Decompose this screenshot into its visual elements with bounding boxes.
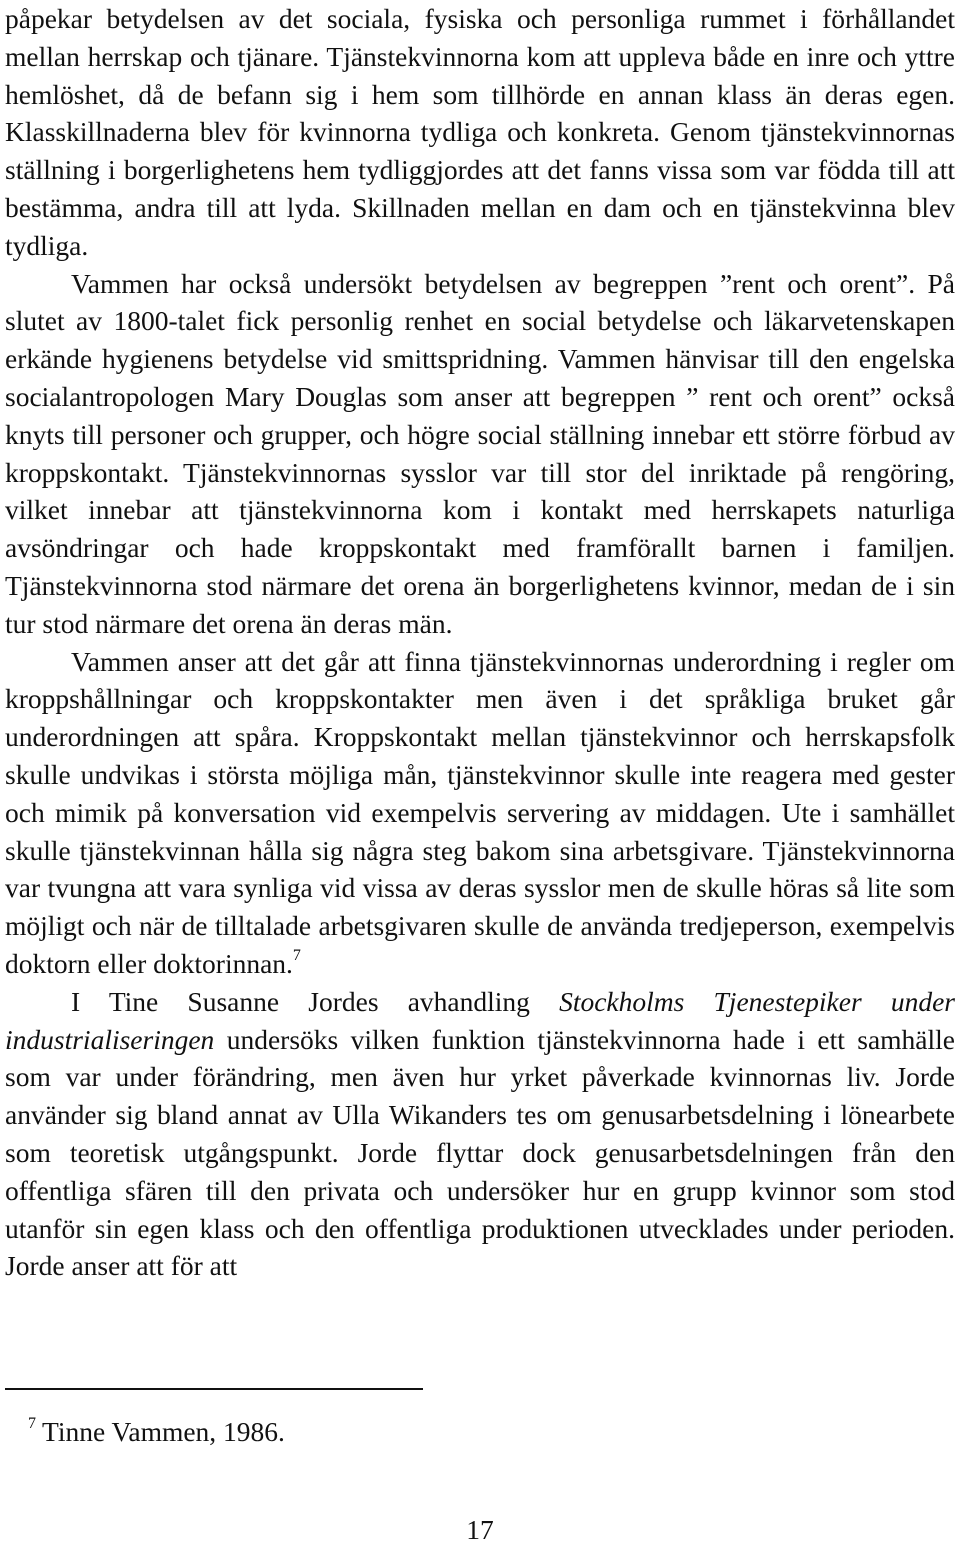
footnote-text: Tinne Vammen, 1986.	[42, 1416, 285, 1447]
paragraph-1	[5, 0, 955, 265]
paragraph-4	[5, 983, 955, 1285]
paragraph-1-text: påpekar betydelsen av det sociala, fysiska och personliga rummet i förhållandet mellan herrskap och tjänare. Tjänstekvinnorna kom att uppleva både en inre och yttre hemlöshet, då de befann sig i hem som tillhörde en annan klass än deras egen. Klasskillnaderna blev för kvinnorna tydliga och konkreta. Genom tjänstekvinnornas ställning i borgerlighetens hem tydliggjordes att det fanns vissa som var födda till att bestämma, andra till att lyda. Skillnaden mellan en dam och en tjänstekvinna blev tydliga.	[5, 3, 955, 261]
footnote-divider	[5, 1388, 423, 1390]
paragraph-2-text: Vammen har också undersökt betydelsen av begreppen ”rent och orent”. På slutet av 1800-talet fick personlig renhet en social betydelse och läkarvetenskapen erkände hygienens betydelse vid smittspridning. Vammen hänvisar till den engelska socialantropologen Mary Douglas som anser att begreppen ” rent och orent” också knyts till personer och grupper, och högre social ställning innebar ett större förbud av kroppskontakt. Tjänstekvinnornas sysslor var till stor del inriktade på rengöring, vilket innebar att tjänstekvinnorna kom i kontakt med herrskapets naturliga avsöndringar och hade kroppskontakt med framförallt barnen i familjen. Tjänstekvinnorna stod närmare det orena än borgerlighetens kvinnor, medan de i sin tur stod närmare det orena än deras män.	[5, 267, 955, 639]
paragraph-3-text: Vammen anser att det går att finna tjänstekvinnornas underordning i regler om kroppshållningar och kroppskontakter men även i det språkliga bruket går underordningen att spåra. Kroppskontakt mellan tjänstekvinnor och herrskapsfolk skulle undvikas i största möjliga mån, tjänstekvinnor skulle inte reagera med gester och mimik på konversation vid exempelvis servering av middagen. Ute i samhället skulle tjänstekvinnan hålla sig några steg bakom sina arbetsgivare. Tjänstekvinnorna var tvungna att vara synliga vid vissa av deras sysslor men de skulle höras så lite som möjligt och när de tilltalade arbetsgivaren skulle de använda tredjeperson, exempelvis doktorn eller doktorinnan.	[5, 645, 955, 979]
paragraph-4-text-before: I Tine Susanne Jordes avhandling	[71, 985, 560, 1017]
dissertation-title: Stockholms Tjenestepiker under industrialiseringen	[5, 985, 955, 1055]
page-number: 17	[466, 1514, 494, 1545]
paragraph-3	[5, 643, 955, 983]
paragraph-2	[5, 265, 955, 643]
footnote-reference[interactable]: 7	[292, 946, 301, 964]
paragraph-4-text-after: undersöks vilken funktion tjänstekvinnorna hade i ett samhälle som var under förändring, men även hur yrket påverkade kvinnornas liv. Jorde använder sig bland annat av Ulla Wikanders tes om genusarbetsdelning i lönearbete som teoretisk utgångspunkt. Jorde flyttar dock genusarbetsdelningen från den offentliga sfären till den privata och undersöker hur en grupp kvinnor som stod utanför sin egen klass och den offentliga produktionen utvecklades under perioden. Jorde anser att för att	[5, 1023, 955, 1282]
footnote-number: 7	[28, 1415, 36, 1432]
body-text	[5, 0, 955, 1285]
footnote	[28, 1414, 285, 1450]
